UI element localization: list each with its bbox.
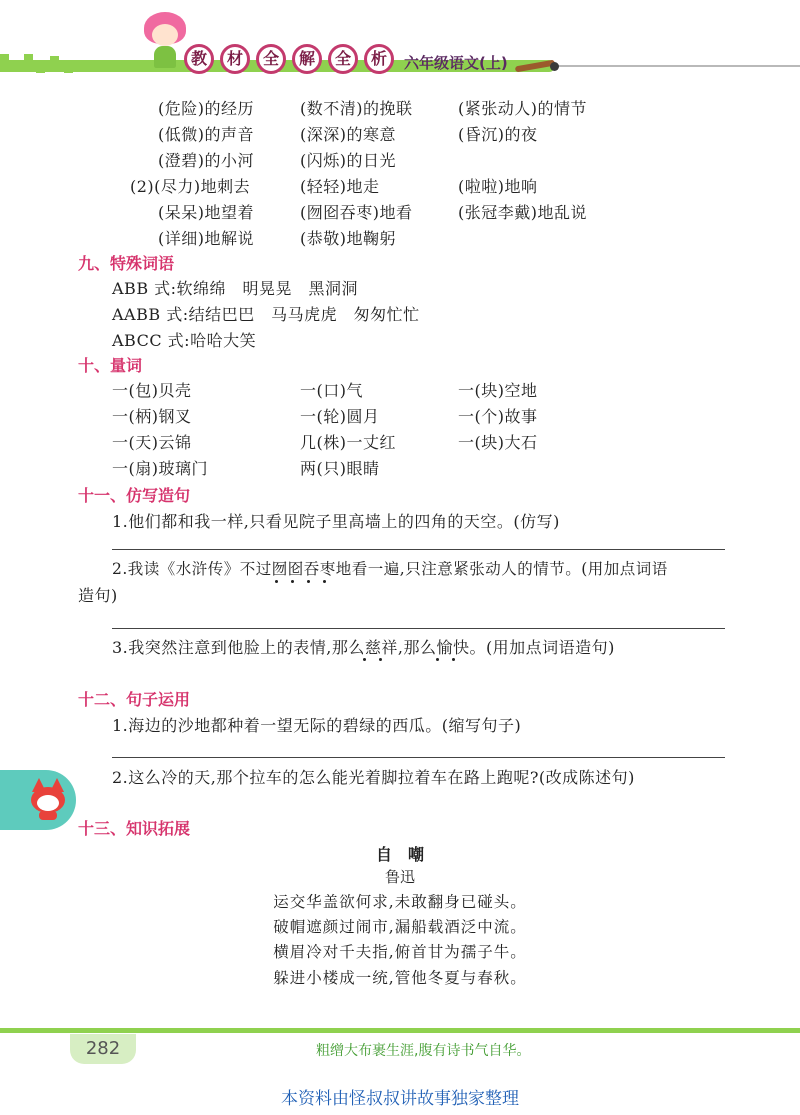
poem-line: 躲进小楼成一统,管他冬夏与春秋。 — [273, 969, 527, 987]
section-12-heading: 十二、句子运用 — [78, 690, 191, 709]
emphasis-dot — [323, 580, 326, 583]
measure-word-item: 一(柄)钢叉 — [112, 407, 192, 426]
title-char-5: 全 — [328, 44, 358, 74]
word-item: (详细)地解说 — [158, 229, 254, 248]
special-word-line: ABCC 式:哈哈大笑 — [112, 331, 257, 350]
answer-line — [112, 757, 725, 758]
poem-title: 自 嘲 — [375, 845, 424, 864]
word-item: (数不清)的挽联 — [300, 99, 413, 118]
measure-word-item: 几(株)一丈红 — [300, 433, 396, 452]
word-item: (囫囵吞枣)地看 — [300, 203, 413, 222]
question-12-2: 2.这么冷的天,那个拉车的怎么能光着脚拉着车在路上跑呢?(改成陈述句) — [112, 768, 635, 787]
word-item: (紧张动人)的情节 — [458, 99, 587, 118]
measure-word-item: 一(个)故事 — [458, 407, 538, 426]
word-item: (呆呆)地望着 — [158, 203, 254, 222]
word-item: (昏沉)的夜 — [458, 125, 538, 144]
word-item: (轻轻)地走 — [300, 177, 380, 196]
question-11-1: 1.他们都和我一样,只看见院子里高墙上的四角的天空。(仿写) — [112, 512, 560, 531]
word-item: (闪烁)的日光 — [300, 151, 396, 170]
footer-motto: 粗缯大布裹生涯,腹有诗书气自华。 — [316, 1043, 531, 1059]
special-word-line: ABB 式:软绵绵 明晃晃 黑洞洞 — [112, 279, 359, 298]
poem-line: 破帽遮颜过闹市,漏船载酒泛中流。 — [273, 918, 527, 936]
measure-word-item: 一(口)气 — [300, 381, 363, 400]
page-header — [0, 0, 800, 95]
section-9-heading: 九、特殊词语 — [78, 254, 175, 273]
title-char-4: 解 — [292, 44, 322, 74]
measure-word-item: 一(块)空地 — [458, 381, 538, 400]
special-word-line: AABB 式:结结巴巴 马马虎虎 匆匆忙忙 — [112, 305, 420, 324]
emphasis-dot — [363, 658, 366, 661]
header-gray-line — [555, 65, 800, 67]
poem-line: 横眉冷对千夫指,俯首甘为孺子牛。 — [273, 943, 527, 961]
emphasis-dot — [379, 658, 382, 661]
watermark-text: 本资料由怪叔叔讲故事独家整理 — [281, 1089, 519, 1109]
answer-line — [112, 549, 725, 550]
word-item: (恭敬)地鞠躬 — [300, 229, 396, 248]
question-11-2: 2.我读《水浒传》不过囫囵吞枣地看一遍,只注意紧张动人的情节。(用加点词语 — [112, 560, 668, 578]
emphasis-dot — [275, 580, 278, 583]
measure-word-item: 一(块)大石 — [458, 433, 538, 452]
page-number: 282 — [70, 1034, 136, 1064]
emphasis-dot — [291, 580, 294, 583]
title-char-2: 材 — [220, 44, 250, 74]
footer-green-bar — [0, 1028, 800, 1033]
word-item: (澄碧)的小河 — [158, 151, 254, 170]
poem-line: 运交华盖欲何求,未敢翻身已碰头。 — [273, 893, 527, 911]
word-item: (深深)的寒意 — [300, 125, 396, 144]
question-11-3: 3.我突然注意到他脸上的表情,那么慈祥,那么愉快。(用加点词语造句) — [112, 638, 615, 657]
pencil-tip-icon — [550, 62, 559, 71]
measure-word-item: 一(包)贝壳 — [112, 381, 192, 400]
measure-word-item: 一(扇)玻璃门 — [112, 459, 208, 478]
word-item: (张冠李戴)地乱说 — [458, 203, 587, 222]
measure-word-item: 两(只)眼睛 — [300, 459, 380, 478]
answer-line — [112, 628, 725, 629]
title-char-6: 析 — [364, 44, 394, 74]
grade-label: 六年级语文(上) — [404, 54, 508, 72]
word-item: (2)(尽力)地刺去 — [130, 177, 251, 196]
word-item: (啦啦)地响 — [458, 177, 538, 196]
emphasis-dot — [436, 658, 439, 661]
question-12-1: 1.海边的沙地都种着一望无际的碧绿的西瓜。(缩写句子) — [112, 716, 522, 735]
emphasis-dot — [452, 658, 455, 661]
section-11-heading: 十一、仿写造句 — [78, 486, 191, 505]
poem-author: 鲁迅 — [384, 868, 415, 886]
emphasis-dot — [307, 580, 310, 583]
fox-mascot-icon — [30, 778, 66, 820]
measure-word-item: 一(天)云锦 — [112, 433, 192, 452]
title-char-1: 教 — [184, 44, 214, 74]
measure-word-item: 一(轮)圆月 — [300, 407, 380, 426]
girl-mascot-icon — [140, 8, 190, 70]
section-10-heading: 十、量词 — [78, 356, 143, 375]
word-item: (低微)的声音 — [158, 125, 254, 144]
section-13-heading: 十三、知识拓展 — [78, 819, 191, 838]
title-char-3: 全 — [256, 44, 286, 74]
word-item: (危险)的经历 — [158, 99, 254, 118]
question-11-2-continued: 造句) — [78, 586, 118, 605]
